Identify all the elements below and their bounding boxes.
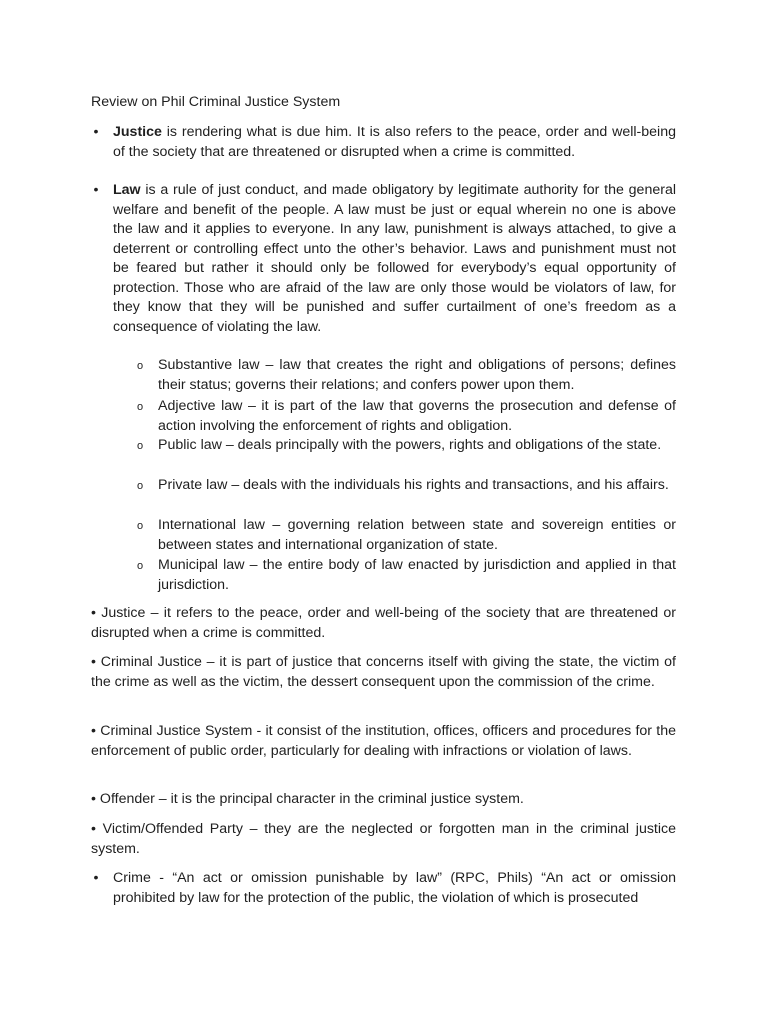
sub-bullet-marker: o (136, 360, 144, 372)
bullet-item-justice (93, 123, 676, 162)
bullet-marker: • (93, 182, 99, 198)
sub-item-substantive-law (136, 355, 676, 395)
sub-item-text: Private law – deals with the individuals his rights and transactions, and his affairs. (158, 477, 669, 493)
sub-item-international-law (136, 515, 676, 555)
sub-bullet-marker: o (136, 480, 144, 492)
sub-item-text: Adjective law – it is part of the law that governs the prosecution and defense of action involving the enforcement of rights and obligation. (158, 398, 676, 434)
sub-item-public-law (136, 435, 676, 455)
paragraph-offender: • Offender – it is the principal character in the criminal justice system. (91, 791, 524, 807)
bullet-text: Crime - “An act or omission punishable by law” (RPC, Phils) “An act or omission prohibited by law for the protection of the public, the violation of which is prosecuted (113, 870, 676, 906)
sub-item-text: Public law – deals principally with the powers, rights and obligations of the state. (158, 437, 662, 453)
sub-bullet-marker: o (136, 401, 144, 413)
sub-item-adjective-law (136, 396, 676, 436)
sub-bullet-marker: o (136, 440, 144, 452)
bullet-term: Justice (113, 124, 162, 140)
sub-item-text: Substantive law – law that creates the right and obligations of persons; defines their status; governs their relations; and confers power upon them. (158, 357, 676, 393)
document-title: Review on Phil Criminal Justice System (91, 94, 341, 110)
bullet-item-law (93, 181, 676, 337)
sub-item-text: International law – governing relation between state and sovereign entities or between states and international organization of state. (158, 517, 676, 553)
sub-item-private-law (136, 475, 676, 495)
sub-bullet-marker: o (136, 560, 144, 572)
sub-bullet-marker: o (136, 520, 144, 532)
bullet-text: is rendering what is due him. It is also refers to the peace, order and well-being of the society that are threatened or disrupted when a crime is committed. (113, 124, 676, 160)
bullet-text: is a rule of just conduct, and made obligatory by legitimate authority for the general welfare and benefit of the people. A law must be just or equal wherein no one is above the law and it applies to everyone. In any law, punishment is always attached, to give a deterrent or controlling effect unto the other’s behavior. Laws and punishment must not be feared but rather it should only be followed for everybody’s equal opportunity of protection. Those who are afraid of the law are only those would be violators of law, for they know that they will be punished and suffer curtailment of one’s freedom as a consequence of violating the law. (113, 182, 676, 335)
bullet-term: Law (113, 182, 141, 198)
sub-item-municipal-law (136, 555, 676, 595)
bullet-item-crime (93, 869, 676, 908)
sub-item-text: Municipal law – the entire body of law enacted by jurisdiction and applied in that jurisdiction. (158, 557, 676, 593)
paragraph-criminal-justice: • Criminal Justice – it is part of justice that concerns itself with giving the state, the victim of the crime as well as the victim, the dessert consequent upon the commission of the crime. (91, 654, 676, 690)
bullet-marker: • (93, 124, 99, 140)
paragraph-justice: • Justice – it refers to the peace, order and well-being of the society that are threatened or disrupted when a crime is committed. (91, 605, 676, 641)
paragraph-victim: • Victim/Offended Party – they are the neglected or forgotten man in the criminal justice system. (91, 821, 676, 857)
bullet-marker: • (93, 870, 99, 886)
paragraph-criminal-justice-system: • Criminal Justice System - it consist of the institution, offices, officers and procedures for the enforcement of public order, particularly for dealing with infractions or violation of laws. (91, 723, 676, 759)
